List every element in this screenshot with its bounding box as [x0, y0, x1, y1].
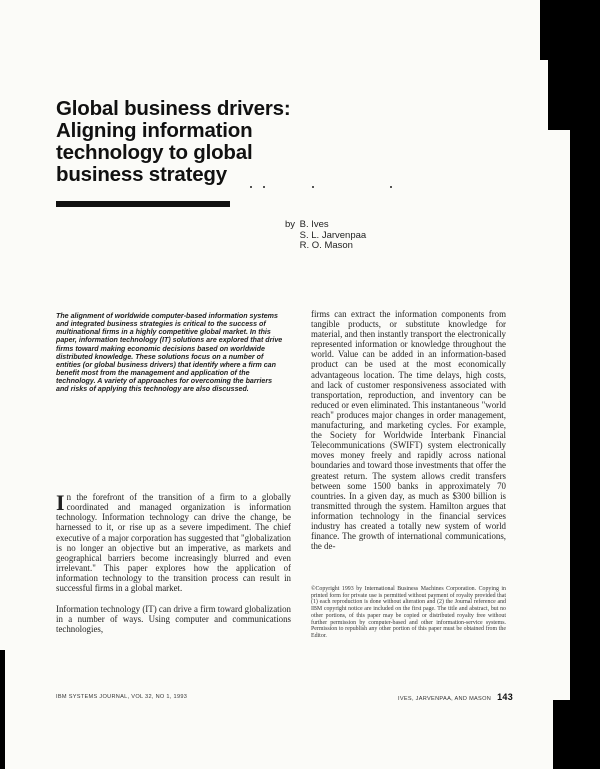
scan-speck-4: [390, 186, 392, 188]
scan-bar-top-right-2: [540, 0, 550, 60]
body-paragraph-3: firms can extract the information components from tangible products, or substitute knowledge for material, and then instantly transport the electronically represented information or knowledge throughout the world. Value can be added in an information-based product can be used at the most economically advantageous location. The time delays, high costs, and lack of customer responsiveness associated with transportation, reproduction, and inventory can be reduced or even eliminated. This instantaneous "world reach" produces major changes in order management, manufacturing, and marketing cycles. For example, the Society for Worldwide Interbank Financial Telecommunications (SWIFT) system electronically moves money freely and rapidly across national boundaries and toward those investments that offer the greatest return. The system allows credit transfers between some 1500 banks in approximately 70 countries. In a given day, as much as $300 billion is transmitted through the system. Hamilton argues that information technology in the financial services industry has created a totally new system of world finance. The growth of international communications, the de-: [311, 309, 506, 552]
scan-speck-3: [312, 186, 314, 188]
page-number: 143: [497, 692, 513, 702]
journal-footer: IBM SYSTEMS JOURNAL, VOL 32, NO 1, 1993: [56, 694, 188, 700]
article-title: Global business drivers: Aligning information technology to global business strategy: [56, 97, 291, 186]
copyright-footnote: ©Copyright 1993 by International Business Machines Corporation. Copying in printed form for private use is permitted without payment of royalty provided that (1) each reproduction is done without alteration and (2) the Journal reference and IBM copyright notice are included on the first page. The title and abstract, but no other portions, of this paper may be copied or distributed royalty free without further permission by computer-based and other information-service systems. Permission to republish any other portion of this paper must be obtained from the Editor.: [311, 586, 506, 639]
scan-bar-bottom-left: [0, 650, 5, 769]
scan-speck-1: [250, 186, 252, 188]
scan-speck-2: [263, 186, 265, 188]
footer-authors: IVES, JARVENPAA, AND MASON: [398, 696, 492, 702]
abstract: The alignment of worldwide computer-based information systems and integrated business strategies is critical to the success of multinational firms in a highly competitive global market. In this paper, information technology (IT) solutions are explored that drive firms toward making economic decisions based on worldwide distributed knowledge. These solutions focus on a number of entities (or global business drivers) that identify where a firm can benefit most from the management and application of the technology. A variety of approaches for overcoming the barriers and risks of applying this technology are also discussed.: [56, 312, 283, 394]
scan-bar-top-right: [548, 0, 570, 130]
author-footer: [398, 692, 513, 702]
author-3: R. O. Mason: [299, 240, 353, 251]
author-2: S. L. Jarvenpaa: [299, 229, 367, 241]
scan-bar-bottom-right: [553, 700, 570, 769]
body-column-left: [56, 492, 291, 634]
body-paragraph-1-text: n the forefront of the transition of a firm to a globally coordinated and managed organization is information technology. Information technology can drive the change, be harnessed to it, or rise up as a severe impediment. The chief executive of a major corporation has suggested that "globalization is no longer an objective but an imperative, as markets and geographical barriers become increasingly blurred and even irrelevant." This paper explores how the application of information technology to the transition process can result in successful firms in a global market.: [56, 492, 291, 594]
body-paragraph-1: [56, 492, 291, 594]
body-column-right: [311, 309, 506, 551]
body-paragraph-2: Information technology (IT) can drive a firm toward globalization in a number of ways. Using computer and communications technologies,: [56, 603, 291, 634]
title-rule: [56, 201, 230, 207]
author-list: [285, 220, 366, 252]
drop-cap: I: [56, 490, 65, 515]
by-label: by: [285, 219, 296, 230]
author-1: B. Ives: [299, 219, 329, 230]
